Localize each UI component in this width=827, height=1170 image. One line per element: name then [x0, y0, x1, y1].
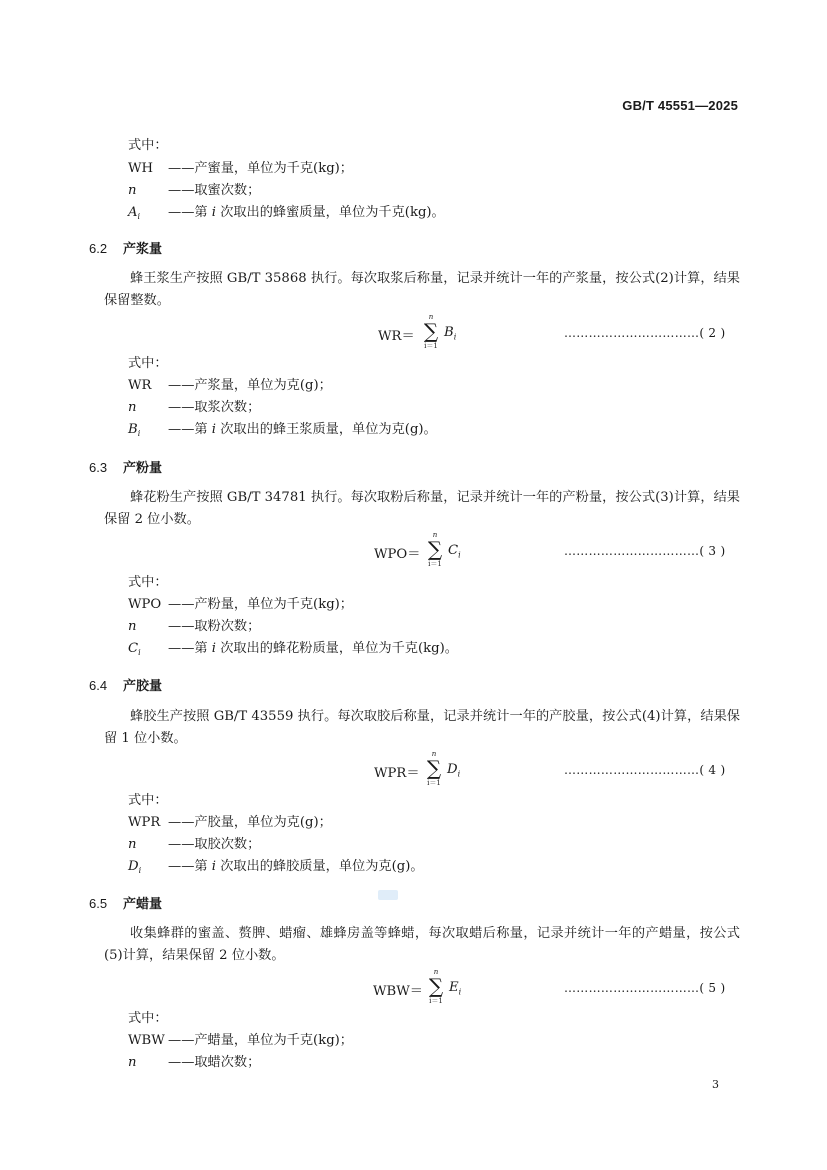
var-symbol: WR: [128, 378, 152, 393]
formula-number: ( 5 ): [699, 981, 726, 995]
formula-3: [374, 543, 420, 562]
var-description: 次取出的蜂王浆质量，单位为克(g)。: [220, 422, 437, 437]
var-description-prefix: ——第: [168, 641, 208, 656]
var-description: ——产蜡量，单位为千克(kg)；: [168, 1033, 353, 1048]
section-paragraph: 蜂王浆生产按照 GB/T 35868 执行。每次取浆后称量，记录并统计一年的产浆量，按公式(2)计算，结果保留整数。: [104, 271, 740, 308]
var-def-n: [128, 618, 260, 636]
where-label: 式中：: [128, 793, 168, 808]
formula-lhs: WR＝: [378, 329, 415, 344]
sum-lower-limit: i＝1: [428, 560, 442, 568]
var-def-ci: [128, 640, 458, 662]
formula-term: [444, 325, 456, 342]
formula-leader: ……………………………( 4 ): [564, 763, 726, 777]
formula-subscript: i: [457, 769, 461, 779]
index-variable: i: [211, 205, 216, 220]
var-def-wr: [128, 377, 332, 395]
var-description: ——产蜜量，单位为千克(kg)；: [168, 161, 353, 176]
var-description: ——产浆量，单位为克(g)；: [168, 378, 332, 393]
var-def-wbw: [128, 1032, 353, 1050]
var-subscript: i: [137, 429, 141, 438]
section-title: 产胶量: [123, 678, 163, 693]
section-number: 6.4: [89, 678, 108, 693]
where-label: 式中：: [128, 575, 168, 590]
var-symbol: C: [128, 641, 139, 656]
var-description: 次取出的蜂花粉质量，单位为千克(kg)。: [220, 641, 458, 656]
var-symbol: WH: [128, 161, 154, 176]
section-heading-6-2: [89, 238, 162, 257]
formula-leader: ……………………………( 3 ): [564, 544, 726, 558]
formula-5: [373, 980, 423, 999]
formula-2: [378, 325, 415, 344]
var-symbol: WBW: [128, 1033, 165, 1048]
formula-subscript: i: [458, 987, 462, 997]
formula-term: [447, 762, 460, 779]
formula-leader: ……………………………( 5 ): [564, 981, 726, 995]
section-heading-6-4: [89, 675, 162, 694]
section-title: 产蜡量: [123, 896, 163, 911]
formula-4: [374, 762, 420, 781]
var-description-prefix: ——第: [168, 422, 208, 437]
formula-lhs: WBW＝: [373, 984, 423, 999]
var-description: 次取出的蜂胶质量，单位为克(g)。: [220, 859, 424, 874]
section-paragraph: 蜂花粉生产按照 GB/T 34781 执行。每次取粉后称量，记录并统计一年的产粉量，按公式(3)计算，结果保留 2 位小数。: [104, 490, 740, 527]
sum-upper-limit: n: [428, 313, 434, 321]
var-description: 次取出的蜂蜜质量，单位为千克(kg)。: [220, 205, 445, 220]
standard-number: GB/T 45551—2025: [622, 98, 738, 113]
var-description-prefix: ——第: [168, 859, 208, 874]
section-number: 6.5: [89, 896, 108, 911]
formula-number: ( 3 ): [699, 544, 726, 558]
var-def-wpr: [128, 814, 332, 832]
var-def-bi: [128, 421, 437, 443]
where-label: 式中：: [128, 1011, 168, 1026]
index-variable: i: [211, 422, 216, 437]
where-label: 式中：: [128, 356, 168, 371]
formula-lhs: WPR＝: [374, 766, 420, 781]
index-variable: i: [211, 859, 216, 874]
var-def-n: [128, 836, 260, 854]
formula-number: ( 2 ): [699, 326, 726, 340]
sum-lower-limit: i＝1: [429, 997, 443, 1005]
var-description: ——取蜜次数；: [168, 183, 261, 198]
formula-term: [448, 543, 461, 560]
var-def-ai: [128, 204, 445, 226]
page-number: 3: [712, 1078, 719, 1091]
index-variable: i: [211, 641, 216, 656]
var-description: ——产粉量，单位为千克(kg)；: [168, 597, 353, 612]
section-heading-6-3: [89, 457, 162, 476]
formula-leader: ……………………………( 2 ): [564, 326, 726, 340]
var-symbol: D: [128, 859, 139, 874]
var-description: ——取蜡次数；: [168, 1055, 261, 1070]
var-def-di: [128, 858, 424, 880]
var-symbol: WPO: [128, 597, 162, 612]
var-subscript: i: [137, 212, 141, 221]
sum-upper-limit: n: [433, 968, 439, 976]
sum-lower-limit: i＝1: [427, 779, 441, 787]
where-label: 式中：: [128, 138, 168, 153]
var-symbol: n: [128, 183, 137, 198]
section-number: 6.3: [89, 460, 108, 475]
var-symbol: n: [128, 1055, 137, 1070]
var-def-n: [128, 1054, 260, 1072]
var-def-wh: [128, 160, 353, 178]
section-title: 产浆量: [123, 241, 163, 256]
section-paragraph: 蜂胶生产按照 GB/T 43559 执行。每次取胶后称量，记录并统计一年的产胶量，按公式(4)计算，结果保留 1 位小数。: [104, 709, 740, 746]
var-symbol: WPR: [128, 815, 161, 830]
section-title: 产粉量: [123, 460, 163, 475]
formula-subscript: i: [458, 550, 461, 560]
sum-lower-limit: i＝1: [424, 342, 438, 350]
section-number: 6.2: [89, 241, 108, 256]
var-description: ——取胶次数；: [168, 837, 261, 852]
var-symbol: n: [128, 837, 137, 852]
formula-symbol: B: [444, 325, 454, 340]
var-symbol: n: [128, 619, 137, 634]
formula-symbol: E: [449, 980, 459, 995]
section-paragraph: 收集蜂群的蜜盖、赘脾、蜡瘤、雄蜂房盖等蜂蜡，每次取蜡后称量，记录并统计一年的产蜡量，按公式(5)计算，结果保留 2 位小数。: [104, 926, 740, 963]
var-subscript: i: [138, 648, 141, 657]
sum-upper-limit: n: [431, 750, 437, 758]
var-symbol: B: [128, 422, 138, 437]
var-description: ——取粉次数；: [168, 619, 261, 634]
var-description: ——取浆次数；: [168, 400, 261, 415]
formula-symbol: D: [447, 762, 458, 777]
watermark-mark: [378, 890, 398, 900]
var-def-wpo: [128, 596, 353, 614]
formula-subscript: i: [453, 332, 457, 342]
var-symbol: A: [128, 205, 138, 220]
var-description: ——产胶量，单位为克(g)；: [168, 815, 332, 830]
var-def-n: [128, 399, 260, 417]
section-heading-6-5: [89, 893, 162, 912]
var-description-prefix: ——第: [168, 205, 208, 220]
var-def-n: [128, 182, 260, 200]
sum-upper-limit: n: [432, 531, 438, 539]
formula-lhs: WPO＝: [374, 547, 421, 562]
var-subscript: i: [138, 866, 142, 875]
var-symbol: n: [128, 400, 137, 415]
formula-term: [449, 980, 461, 997]
formula-number: ( 4 ): [699, 763, 726, 777]
formula-symbol: C: [448, 543, 459, 558]
